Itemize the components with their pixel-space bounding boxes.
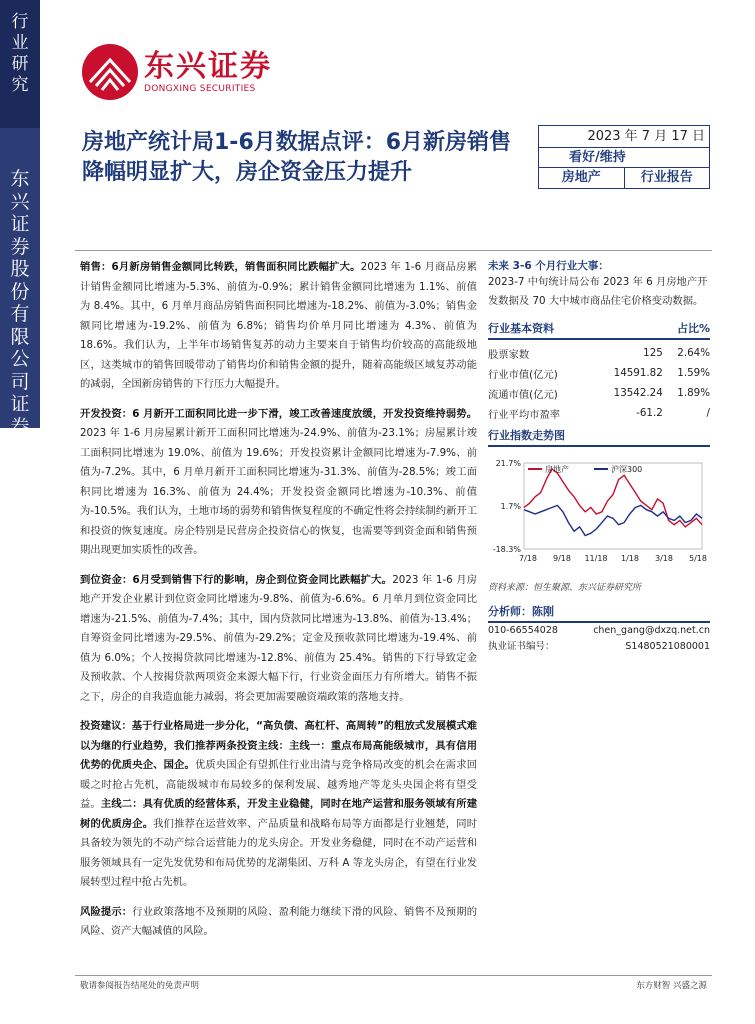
paragraph-sales [80,258,477,395]
paragraph-lead: 投资建议：基于行业格局进一步分化，“高负债、高杠杆、高周转”的粗放式发展模式难以为继的行业趋势，我们推荐两条投资主线：主线一：重点布局高能级城市，具有信用优势的优质央企、国企。 [80,720,477,771]
paragraph-lead-2: 主线二：具有优质的经营体系，开发主业稳健，同时在地产运营和服务领域有所建树的优质房企。 [80,798,478,830]
row-pct: 1.89% [677,387,710,399]
sidebar-company-band [0,128,40,528]
x-tick-label: 7/18 [519,554,537,563]
x-tick-label: 9/18 [553,554,571,563]
report-info-box [538,125,710,189]
paragraph-text: 优质央国企有望抓住行业出清与竞争格局改变的机会在需求回暖之时抢占先机，高能级城市布局较多的保利发展、越秀地产等龙头央国企将有望受益。 [80,759,478,810]
row-label: 行业平均市盈率 [488,408,561,421]
trend-chart-wrap [488,453,710,576]
basics-heading: 行业基本资料 [488,322,554,335]
analyst-email[interactable]: chen_gang@dxzq.net.cn [593,625,710,636]
row-value: 14591.82 [613,367,663,379]
paragraph-text: 行业政策落地不及预期的风险、盈利能力继续下滑的风险、销售不及预期的风险、资产大幅减值的风险。 [80,905,478,937]
paragraph-text-2: 我们推荐在运营效率、产品质量和战略布局等方面都是行业翘楚，同时具备较为领先的不动产综合运营能力的龙头房企。开发业务稳健，同时在不动产运营和服务领域具有一定先发优势和布局优势的龙湖集团、万科 A 等龙头房企，有望在行业发展转型过程中抢占先机。 [80,817,478,888]
rating-badge: 看好/维持 [539,148,709,168]
events-text: 2023-7 中旬统计局公布 2023 年 6 月房地产开发数据及 70 大中城市商品住宅价格变动数据。 [488,276,708,307]
report-type-label: 行业报告 [640,170,693,185]
row-value: -61.2 [636,407,663,419]
paragraph-lead: 风险提示： [80,905,133,918]
x-tick-label: 11/18 [584,554,608,563]
y-tick-label: 21.7% [495,459,521,468]
sidebar-category-band [0,0,40,128]
analyst-heading-bar [488,603,710,623]
analyst-cert-label: 执业证书编号： [488,641,555,652]
footer-slogan: 东方财智 兴盛之源 [636,981,707,991]
paragraph-lead: 到位资金：6月受到销售下行的影响，房企到位资金同比跌幅扩大。 [80,573,393,586]
body-text [80,258,477,952]
report-title: 房地产统计局1-6月数据点评：6月新房销售降幅明显扩大，房企资金压力提升 [82,130,512,185]
logo-cn-text: 东兴证券 [144,49,272,84]
row-pct: / [706,407,710,419]
x-tick-label: 1/18 [621,554,639,563]
events-heading: 未来 3-6 个月行业大事： [488,260,609,272]
header-divider [75,250,712,251]
report-date: 2023 年 7 月 17 日 [539,126,709,148]
right-column [488,258,710,655]
x-tick-label: 5/18 [689,554,707,563]
analyst-phone: 010-66554028 [488,625,558,636]
paragraph-investment [80,405,477,561]
paragraph-text: 2023 年 1-6 月商品房累计销售金额同比增速为-5.3%、前值为-0.9%；累计销售金额同比增速为 1.1%、前值为 8.4%。其中，6 月单月商品房销售面积同比增速为-18.2%、前值为-3.0%；销售金额同比增速为-19.2%、前值为 6.8%；销售均价单月同比增速为 4.3%、前值为 18.6%。我们认为，上半年市场销售复苏的动力主要来自于销售均价较高的高能级地区，这类城市的销售回暖带动了销售均价和销售金额的提升，随着高能级区域复苏动能的减弱，全国新房销售的下行压力大幅提升。 [80,261,477,390]
table-row [488,343,710,363]
row-label: 行业市值(亿元) [488,368,558,381]
row-label: 流通市值(亿元) [488,388,558,401]
trend-heading: 行业指数走势图 [488,429,565,442]
basics-heading-bar [488,320,710,340]
row-pct: 1.59% [677,367,710,379]
logo-en-text: DONGXING SECURITIES [144,84,256,94]
footer-disclaimer: 敬请参阅报告结尾处的免责声明 [80,981,200,991]
logo [80,42,272,102]
table-row [488,383,710,403]
trend-heading-bar [488,427,710,447]
x-tick-label: 3/18 [655,554,673,563]
row-value: 13542.24 [613,387,663,399]
table-row [488,403,710,423]
series-line-1 [524,505,702,535]
basics-col-header: 占比% [676,322,710,335]
analyst-contact-row [488,623,710,639]
paragraph-funding [80,571,477,708]
legend-label: 沪深300 [611,465,643,474]
logo-mark-icon [80,42,140,102]
chart-frame [524,463,702,549]
analyst-heading: 分析师：陈刚 [488,605,554,618]
sidebar-category: 行业研究 [11,12,29,95]
chart-source: 资料来源：恒生聚源、东兴证券研究所 [488,583,642,593]
analyst-cert-row [488,639,710,655]
footer-divider [75,975,712,976]
paragraph-lead: 销售：6月新房销售金额同比转跌，销售面积同比跌幅扩大。 [80,261,361,273]
paragraph-risk [80,903,477,942]
table-row [488,363,710,383]
paragraph-text: 2023 年 1-6 月房屋累计新开工面积同比增速为-24.9%、前值为-23.1%；房屋累计竣工面积同比增速为 19.0%、前值为 19.6%；开发投资累计金额同比增速为-7.9%、前值为-7.2%。其中，6 月单月新开工面积同比增速为-31.3%、前值为-28.5%；竣工面积同比增速为 16.3%、前值为 24.4%；开发投资金额同比增速为-10.3%、前值为-10.5%。我们认为，土地市场的弱势和销售恢复程度的不确定性将会持续制约新开工和投资的恢复速度。房企特别是民营房企投资信心的恢复，也需要等到资金面和销售预期出现更加实质性的改善。 [80,427,477,556]
row-pct: 2.64% [677,347,710,359]
basics-table [488,343,710,423]
paragraph-text: 2023 年 1-6 月房地产开发企业累计到位资金同比增速为-9.8%、前值为-6.6%。6 月单月到位资金同比增速为-21.5%、前值为-7.4%；其中，国内贷款同比增速为-13.8%、前值为-13.4%；自筹资金同比增速为-29.5%、前值为-29.2%；定金及预收款同比增速为-19.4%、前值为 6.0%；个人按揭贷款同比增速为-12.8%、前值为 25.4%。销售的下行导致定金及预收款、个人按揭贷款两项资金来源大幅下行，行业资金面压力有所增大。销售不振之下，房企的自我造血能力减弱，将会更加需要融资端政策的落地支持。 [80,573,478,703]
y-tick-label: -18.3% [492,545,521,554]
analyst-cert: S1480521080001 [625,641,710,652]
row-value: 125 [643,347,663,359]
sidebar-company: 东兴证券股份有限公司证券研究报告 [10,168,30,528]
analyst-block [488,603,710,655]
legend-label: 房地产 [545,465,569,474]
y-tick-label: 1.7% [500,502,521,511]
paragraph-advice [80,717,477,893]
row-label: 股票家数 [488,348,530,361]
paragraph-lead: 开发投资：6 月新开工面积同比进一步下滑，竣工改善速度放缓，开发投资维持弱势。 [80,407,477,420]
industry-label: 房地产 [539,168,625,188]
trend-chart [488,453,710,573]
